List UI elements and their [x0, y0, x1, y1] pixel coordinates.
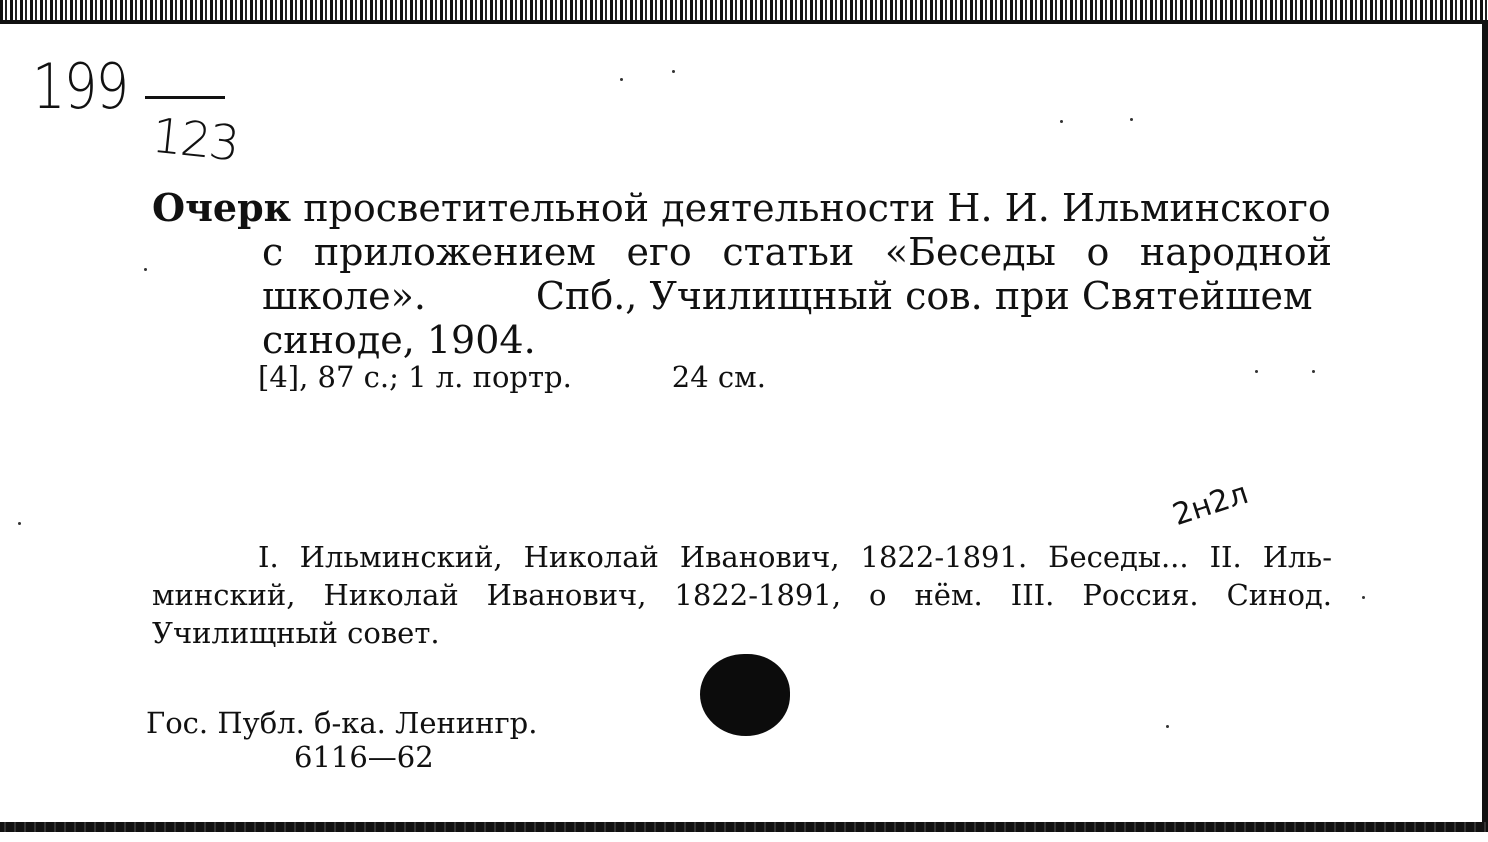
entry-imprint: Спб., Училищный сов. при Святейшем — [535, 274, 1313, 318]
entry-title-start: просветительной деятельности Н. И. Ильминского — [303, 186, 1331, 230]
entry-line-4: синоде, 1904. — [262, 318, 536, 362]
tracings — [152, 538, 1332, 652]
card-top-edge — [0, 0, 1488, 20]
card-bottom-edge — [0, 822, 1488, 832]
card-right-border — [1482, 20, 1488, 830]
tracing-line-3: Училищный совет. — [152, 616, 440, 650]
library-stamp — [146, 706, 537, 774]
collation — [258, 360, 766, 394]
speck — [1362, 596, 1365, 599]
bibliographic-entry — [152, 186, 1332, 362]
speck — [620, 78, 623, 81]
entry-line-2: с приложением его статьи «Беседы о народной — [262, 230, 1332, 274]
tracing-line-1: I. Ильминский, Николай Иванович, 1822-1891. Беседы... II. Иль- — [258, 540, 1332, 574]
handwritten-mark: 2н2л — [1168, 475, 1253, 534]
speck — [1255, 370, 1258, 373]
ink-blot — [700, 654, 790, 736]
library-name: Гос. Публ. б-ка. Ленингр. — [146, 706, 538, 740]
speck — [672, 70, 675, 73]
speck — [18, 522, 21, 525]
speck — [1166, 725, 1169, 728]
speck — [1312, 370, 1315, 373]
collation-pages: [4], 87 с.; 1 л. портр. — [258, 360, 572, 394]
speck — [144, 268, 147, 271]
call-number-divider — [145, 96, 225, 99]
speck — [1060, 120, 1063, 123]
speck — [1130, 118, 1133, 121]
tracing-line-2: минский, Николай Иванович, 1822-1891, о нём. III. Россия. Синод. — [152, 578, 1332, 612]
card-top-border — [0, 20, 1488, 24]
entry-line-3 — [152, 274, 1332, 318]
call-number-bottom: 123 — [149, 107, 241, 173]
call-number-top: 199 — [32, 50, 128, 123]
entry-line-1 — [152, 186, 1332, 230]
collation-size: 24 см. — [671, 360, 766, 394]
entry-heading: Очерк — [152, 185, 292, 230]
entry-title-end: школе». — [262, 274, 426, 318]
library-number: 6116—62 — [294, 740, 434, 774]
